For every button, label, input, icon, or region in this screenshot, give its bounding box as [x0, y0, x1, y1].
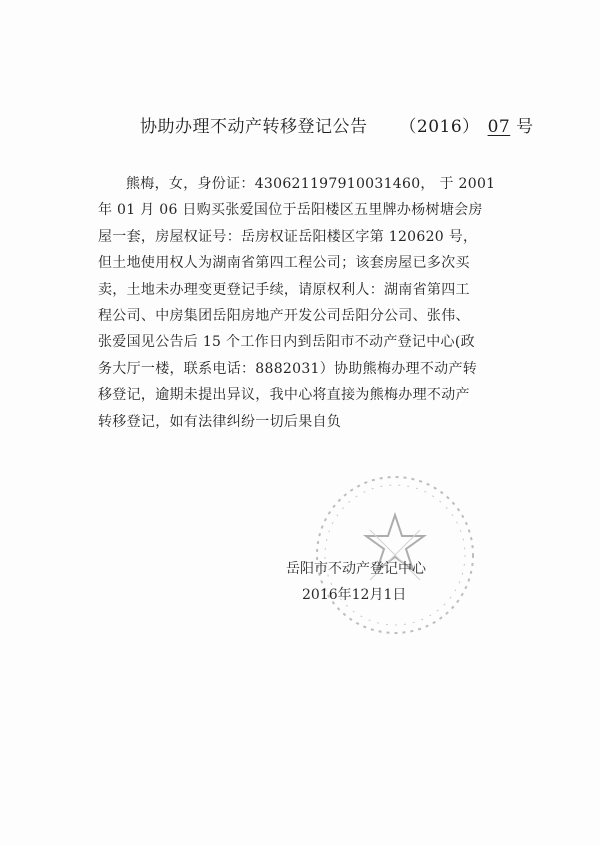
body-line: 务大厅一楼，联系电话：8882031）协助熊梅办理不动产转 [98, 360, 478, 377]
notice-number-suffix: 号 [516, 117, 534, 137]
body-line: 熊梅，女，身份证：430621197910031460， 于 2001 [126, 176, 496, 192]
notice-body [98, 171, 518, 435]
body-line: 年 01 月 06 日购买张爱国位于岳阳楼区五里牌办杨树塘会房 [98, 202, 483, 219]
notice-title: 协助办理不动产转移登记公告 [140, 117, 368, 137]
body-line: 屋一套，房屋权证号：岳房权证岳阳楼区字第 120620 号， [98, 228, 478, 245]
signature-org: 岳阳市不动产登记中心 [286, 561, 426, 577]
notice-year: （2016） [399, 117, 480, 137]
signature-date: 2016年12月1日 [302, 587, 407, 603]
notice-title-row [140, 112, 534, 137]
body-line: 程公司、中房集团岳阳房地产开发公司岳阳分公司、张伟、 [98, 308, 470, 325]
body-line: 卖，土地未办理变更登记手续，请原权利人：湖南省第四工 [98, 281, 470, 298]
body-line: 转移登记，如有法律纠纷一切后果自负 [98, 413, 342, 430]
official-seal [310, 470, 480, 640]
notice-number: 07 [487, 117, 511, 137]
body-line: 移登记，逾期未提出异议，我中心将直接为熊梅办理不动产 [98, 387, 470, 404]
signature-block [286, 556, 426, 608]
body-line: 张爱国见公告后 15 个工作日内到岳阳市不动产登记中心(政 [98, 334, 475, 351]
body-line: 但土地使用权人为湖南省第四工程公司；该套房屋已多次买 [98, 255, 470, 272]
